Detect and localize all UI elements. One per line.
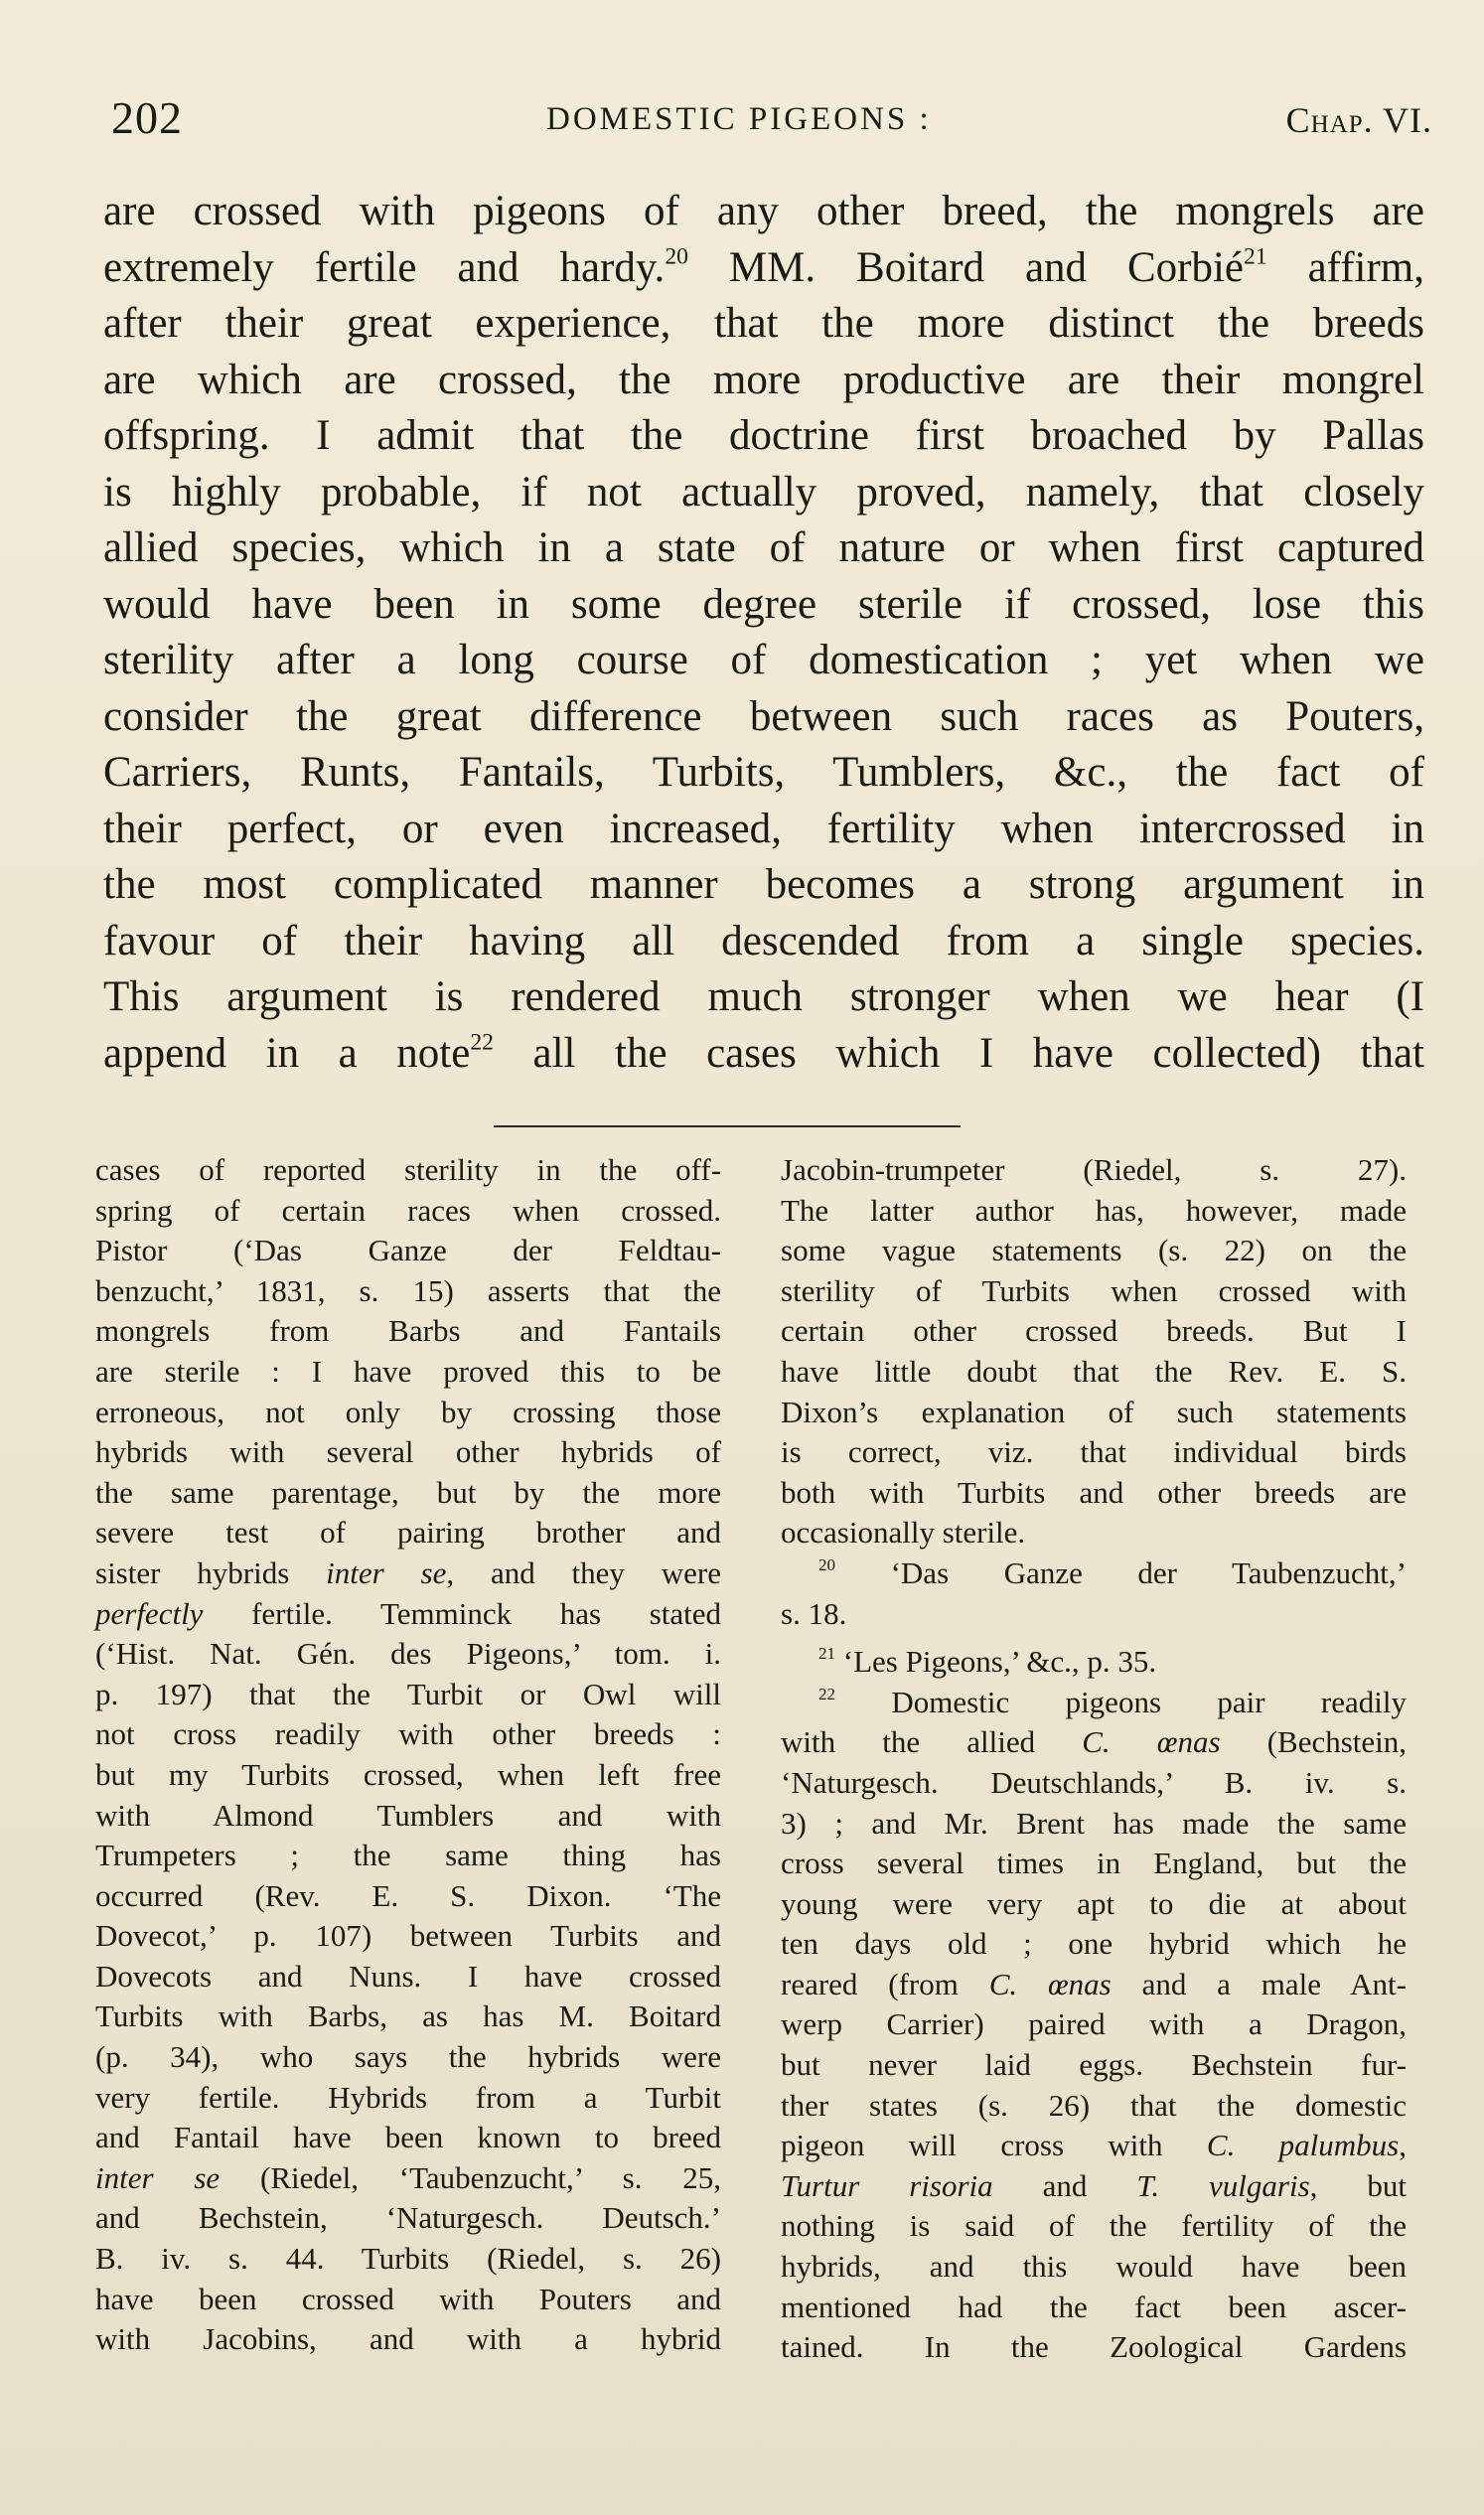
- footnote-line: and Bechstein, ‘Naturgesch. Deutsch.’: [95, 2200, 721, 2236]
- body-line: extremely fertile and hardy.$^{20}$ MM. Boitard and Corbié$^{21}$ affirm,: [103, 242, 1424, 291]
- footnote-22-line: tained. In the Zoological Gardens: [781, 2329, 1407, 2365]
- body-line: sterility after a long course of domestication ; yet when we: [103, 637, 1424, 683]
- footnote-21-line: $^{21}$ ‘Les Pigeons,’ &c., p. 35.: [818, 1644, 1157, 1680]
- footnote-20-line: s. 18.: [781, 1595, 847, 1631]
- footnote-22-line: cross several times in England, but the: [781, 1846, 1407, 1881]
- footnote-line: very fertile. Hybrids from a Turbit: [95, 2079, 721, 2115]
- running-title: DOMESTIC PIGEONS :: [546, 101, 932, 137]
- body-line: allied species, which in a state of nature or when first captured: [103, 524, 1424, 571]
- footnote-22-line: but never laid eggs. Bechstein fur-: [781, 2047, 1407, 2083]
- footnote-line: are sterile : I have proved this to be: [95, 1353, 721, 1389]
- footnote-line: with Almond Tumblers and with: [95, 1797, 721, 1833]
- footnote-line: occurred (Rev. E. S. Dixon. ‘The: [95, 1877, 721, 1913]
- footnote-column-left: [95, 1150, 721, 2360]
- footnote-22-line: with the allied C. œnas (Bechstein,: [781, 1724, 1408, 1760]
- footnote-22-line: ‘Naturgesch. Deutschlands,’ B. iv. s.: [781, 1764, 1407, 1800]
- footnote-line: B. iv. s. 44. Turbits (Riedel, s. 26): [95, 2241, 721, 2277]
- body-line: consider the great difference between such races as Pouters,: [103, 692, 1424, 740]
- footnote-22-line: werp Carrier) paired with a Dragon,: [781, 2006, 1407, 2042]
- footnote-22-line: mentioned had the fact been ascer-: [781, 2289, 1407, 2324]
- footnote-line: p. 197) that the Turbit or Owl will: [95, 1676, 721, 1711]
- body-line: their perfect, or even increased, fertility when intercrossed in: [103, 805, 1424, 852]
- footnote-line: the same parentage, but by the more: [95, 1474, 721, 1510]
- footnote-line: not cross readily with other breeds :: [95, 1716, 721, 1752]
- footnote-line: The latter author has, however, made: [781, 1192, 1407, 1228]
- footnote-line: Trumpeters ; the same thing has: [95, 1838, 721, 1873]
- footnote-line: Turbits with Barbs, as has M. Boitard: [95, 1998, 721, 2034]
- footnote-line: Dovecots and Nuns. I have crossed: [95, 1958, 721, 1994]
- footnote-line: with Jacobins, and with a hybrid: [95, 2321, 721, 2357]
- footnote-line: benzucht,’ 1831, s. 15) asserts that the: [95, 1272, 721, 1308]
- footnote-line: Pistor (‘Das Ganze der Feldtau-: [95, 1233, 721, 1268]
- footnote-line: occasionally sterile.: [781, 1515, 1026, 1551]
- footnote-line: but my Turbits crossed, when left free: [95, 1756, 721, 1792]
- page-number: 202: [111, 92, 183, 143]
- footnote-22-line: reared (from C. œnas and a male Ant-: [781, 1966, 1407, 2001]
- footnote-line: mongrels from Barbs and Fantails: [95, 1313, 721, 1349]
- body-line: the most complicated manner becomes a strong argument in: [103, 861, 1424, 908]
- footnote-line: severe test of pairing brother and: [95, 1515, 721, 1551]
- footnote-line: and Fantail have been known to breed: [95, 2120, 721, 2155]
- footnote-line: (‘Hist. Nat. Gén. des Pigeons,’ tom. i.: [95, 1636, 721, 1672]
- chapter-reference: Chap. VI.: [1285, 100, 1432, 140]
- footnote-column-right: [781, 1150, 1407, 2368]
- footnote-line: certain other crossed breeds. But I: [781, 1313, 1407, 1349]
- footnote-line: hybrids with several other hybrids of: [95, 1434, 721, 1470]
- running-head: [111, 91, 1432, 151]
- footnote-20-line: $^{20}$ ‘Das Ganze der Taubenzucht,’: [818, 1554, 1407, 1590]
- footnote-line: Dovecot,’ p. 107) between Turbits and: [95, 1918, 721, 1954]
- footnote-line: sterility of Turbits when crossed with: [781, 1272, 1407, 1308]
- footnote-22-line: ten days old ; one hybrid which he: [781, 1926, 1407, 1962]
- footnote-line: Jacobin-trumpeter (Riedel, s. 27).: [781, 1152, 1407, 1187]
- footnote-line: cases of reported sterility in the off-: [95, 1152, 721, 1187]
- footnote-22-line: young were very apt to die at about: [781, 1885, 1407, 1921]
- footnote-line: have little doubt that the Rev. E. S.: [781, 1353, 1407, 1389]
- footnote-line: erroneous, not only by crossing those: [95, 1394, 721, 1429]
- body-line: after their great experience, that the more distinct the breeds: [103, 300, 1424, 347]
- footnote-22-line: $^{22}$ Domestic pigeons pair readily: [818, 1684, 1407, 1719]
- footnote-22-line: 3) ; and Mr. Brent has made the same: [781, 1805, 1407, 1841]
- footnote-line: sister hybrids inter se, and they were: [95, 1554, 721, 1590]
- footnote-line: perfectly fertile. Temminck has stated: [95, 1595, 721, 1631]
- body-line: Carriers, Runts, Fantails, Turbits, Tumblers, &c., the fact of: [103, 749, 1424, 796]
- footnote-line: both with Turbits and other breeds are: [781, 1474, 1407, 1510]
- body-line: append in a note$^{22}$ all the cases which I have collected) that: [103, 1028, 1424, 1077]
- body-line: are which are crossed, the more productive are their mongrel: [103, 356, 1424, 403]
- footnote-22-line: pigeon will cross with C. palumbus,: [781, 2128, 1407, 2163]
- footnote-22-line: hybrids, and this would have been: [781, 2249, 1407, 2285]
- footnote-line: some vague statements (s. 22) on the: [781, 1233, 1407, 1268]
- body-line: offspring. I admit that the doctrine first broached by Pallas: [103, 412, 1424, 459]
- footnote-line: Dixon’s explanation of such statements: [781, 1394, 1407, 1429]
- body-line: is highly probable, if not actually proved, namely, that closely: [103, 468, 1424, 516]
- footnote-line: (p. 34), who says the hybrids were: [95, 2039, 721, 2075]
- footnote-22-line: ther states (s. 26) that the domestic: [781, 2087, 1407, 2123]
- body-line: This argument is rendered much stronger when we hear (I: [103, 973, 1424, 1020]
- main-body-text: [103, 184, 1424, 1082]
- footnote-22-line: Turtur risoria and T. vulgaris, but: [781, 2167, 1407, 2203]
- footnote-line: have been crossed with Pouters and: [95, 2281, 721, 2316]
- footnote-divider: [494, 1125, 961, 1127]
- body-line: are crossed with pigeons of any other breed, the mongrels are: [103, 188, 1424, 234]
- footnote-22-line: nothing is said of the fertility of the: [781, 2208, 1407, 2244]
- body-line: favour of their having all descended from a single species.: [103, 917, 1424, 964]
- footnote-line: inter se (Riedel, ‘Taubenzucht,’ s. 25,: [95, 2159, 722, 2195]
- body-line: would have been in some degree sterile if crossed, lose this: [103, 580, 1424, 628]
- footnote-line: spring of certain races when crossed.: [95, 1192, 721, 1228]
- footnote-line: is correct, viz. that individual birds: [781, 1434, 1407, 1470]
